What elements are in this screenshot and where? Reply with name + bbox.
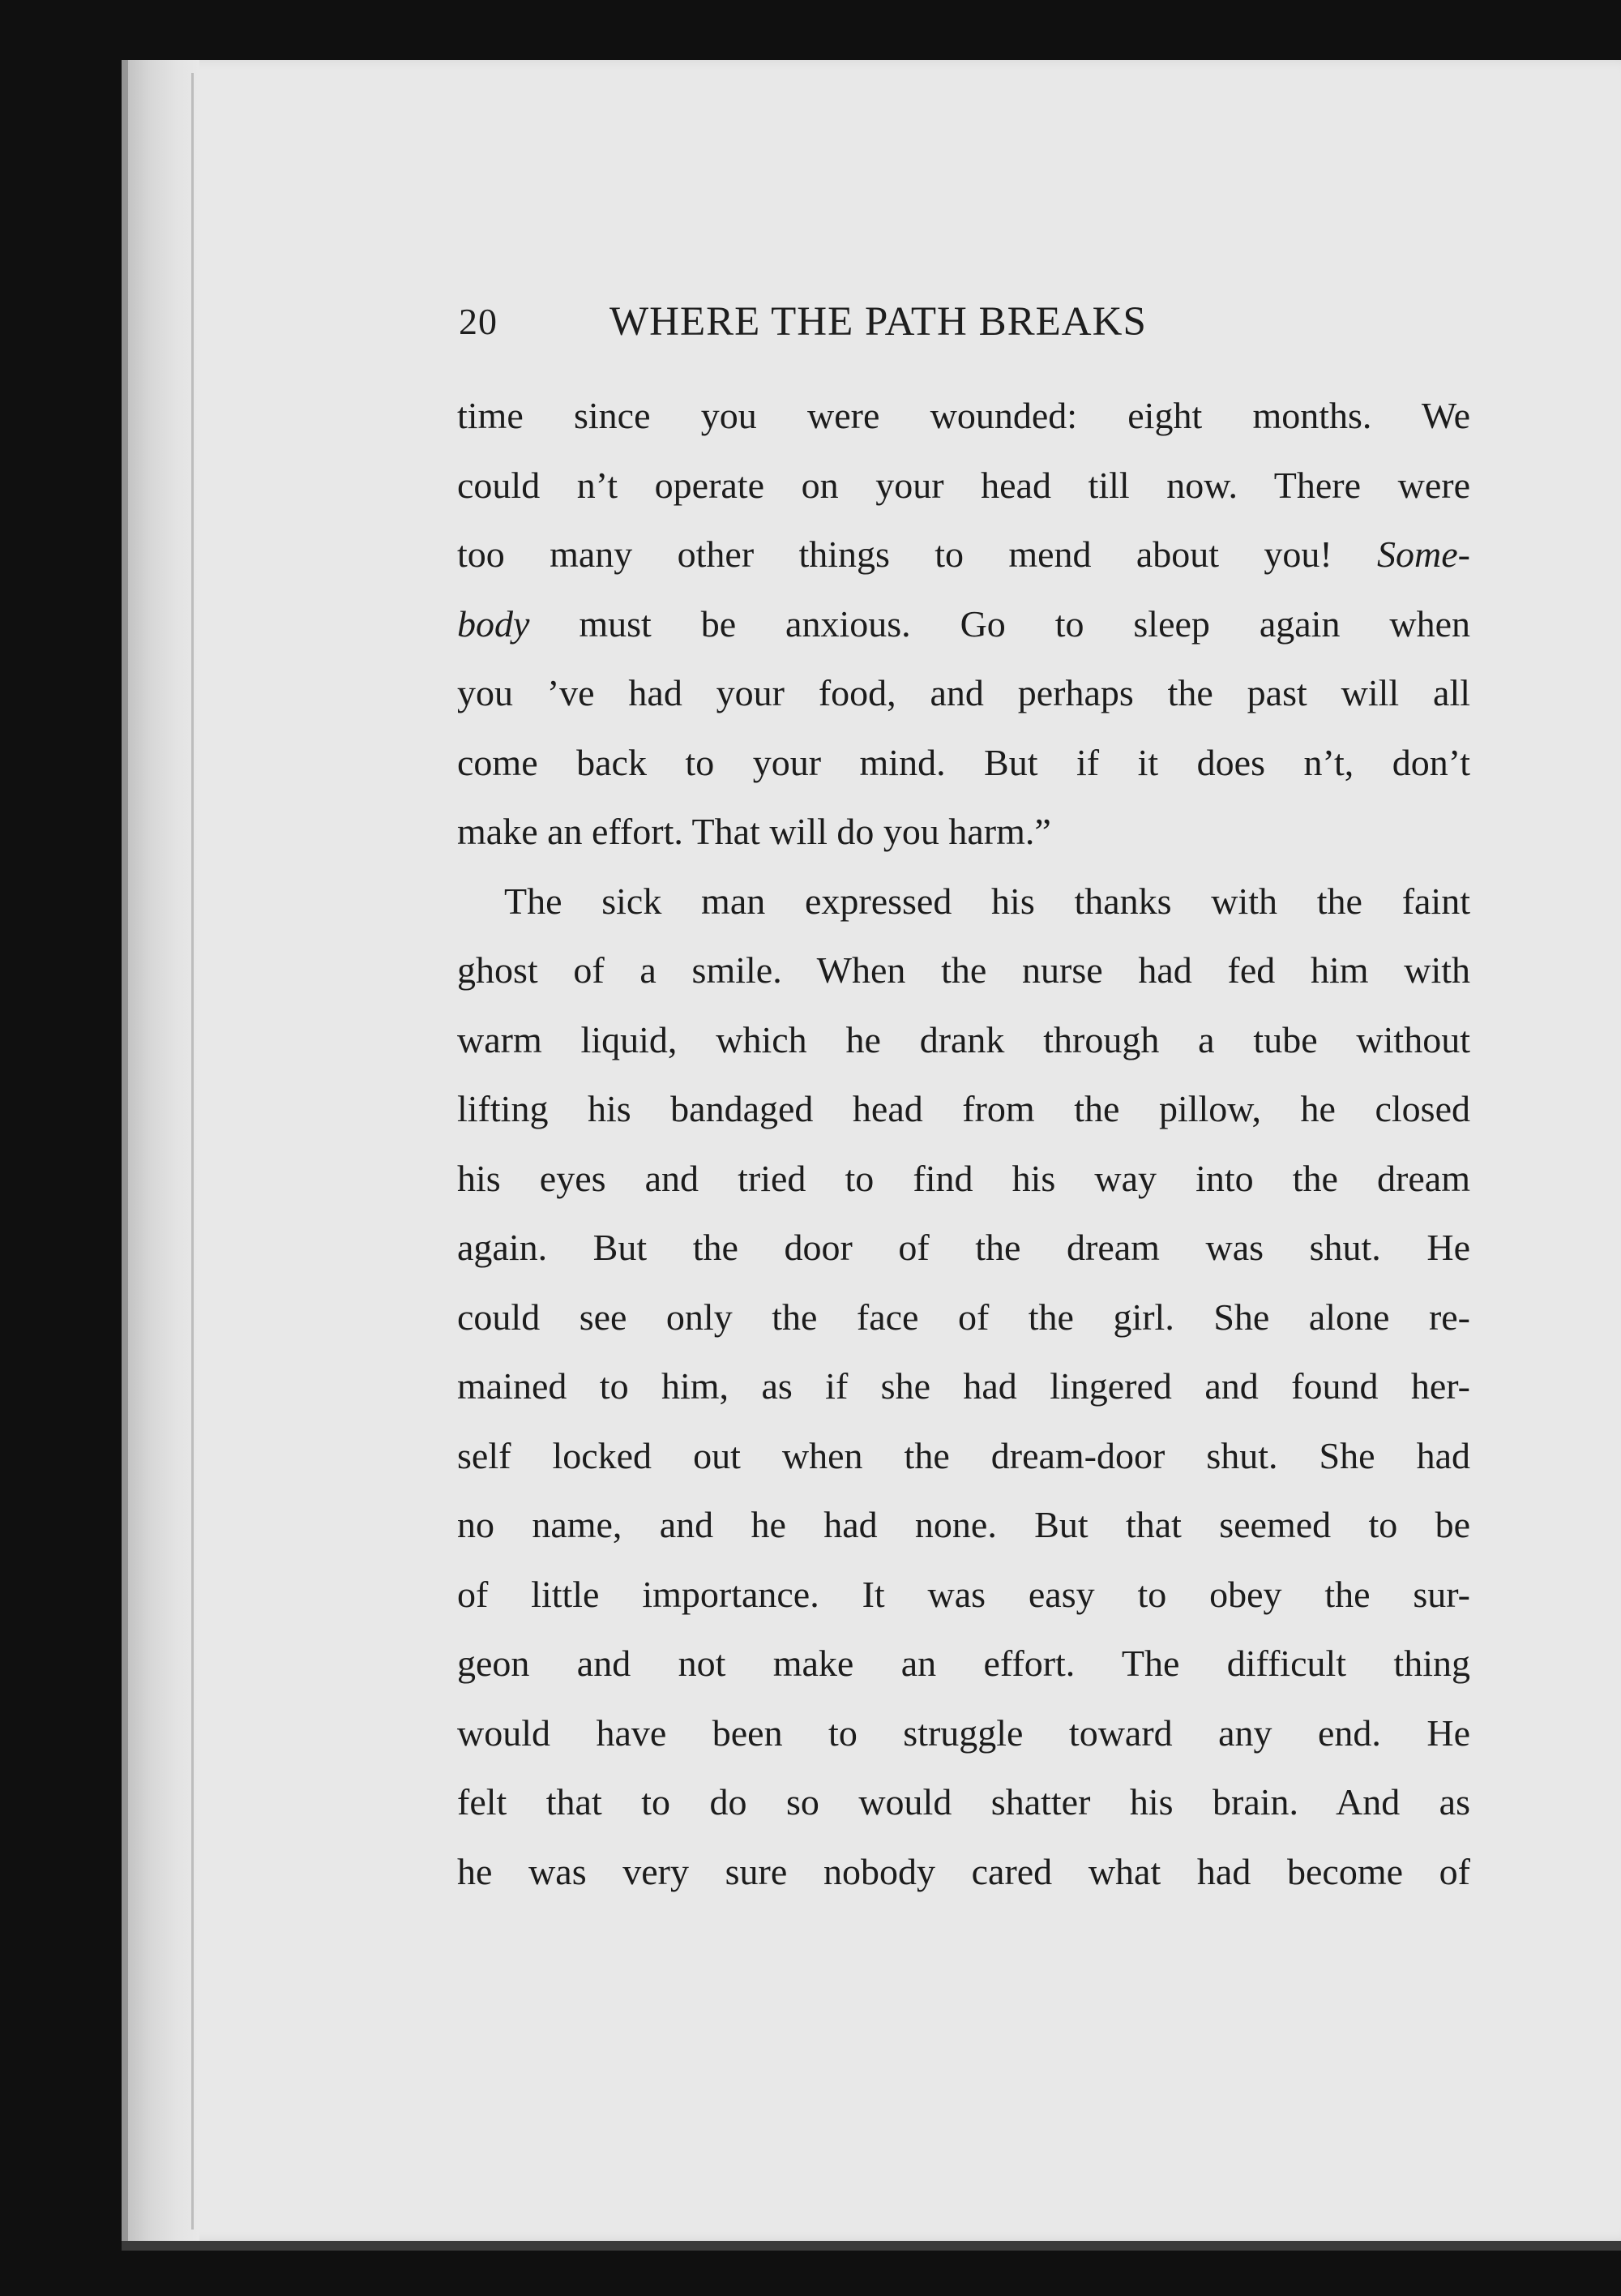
text-line: mained to him, as if she had lingered and found her- <box>457 1365 1470 1407</box>
italic-word: body <box>457 602 530 645</box>
text-line: could n’t operate on your head till now. There were <box>457 464 1470 506</box>
page-number: 20 <box>459 301 498 342</box>
page-bottom-edge <box>122 2241 1621 2251</box>
page-gutter-shadow <box>122 60 199 2241</box>
text-line <box>457 520 1470 589</box>
text-line-roman: too many other things to mend about you! <box>457 533 1332 575</box>
italic-word: Some- <box>1377 533 1471 575</box>
text-line: ghost of a smile. When the nurse had fed him with <box>457 949 1470 991</box>
paragraph-end-line: make an effort. That will do you harm.” <box>457 811 1051 852</box>
text-line: of little importance. It was easy to obey the sur- <box>457 1573 1470 1615</box>
text-line: you ’ve had your food, and perhaps the past will all <box>457 672 1470 713</box>
text-line: he was very sure nobody cared what had become of <box>457 1850 1470 1892</box>
gutter-fold-line <box>191 73 194 2230</box>
text-line: warm liquid, which he drank through a tube without <box>457 1018 1470 1060</box>
text-line: felt that to do so would shatter his brain. And as <box>457 1781 1470 1823</box>
page-header <box>459 298 1472 355</box>
text-line: could see only the face of the girl. She alone re- <box>457 1296 1470 1338</box>
text-line: again. But the door of the dream was shut. He <box>457 1227 1470 1268</box>
page-left-edge <box>122 60 128 2241</box>
text-line: his eyes and tried to find his way into the dream <box>457 1157 1470 1199</box>
text-line: come back to your mind. But if it does n’t, don’t <box>457 741 1470 783</box>
running-head: WHERE THE PATH BREAKS <box>609 299 1147 345</box>
text-line: lifting his bandaged head from the pillow, he closed <box>457 1088 1470 1129</box>
text-line-roman: must be anxious. Go to sleep again when <box>579 602 1470 645</box>
text-line: geon and not make an effort. The difficult thing <box>457 1643 1470 1684</box>
text-line <box>457 589 1470 659</box>
text-line: would have been to struggle toward any end. He <box>457 1711 1470 1754</box>
text-line: no name, and he had none. But that seemed to be <box>457 1504 1470 1545</box>
paragraph-first-line: The sick man expressed his thanks with the faint <box>504 880 1470 922</box>
text-line: time since you were wounded: eight months. We <box>457 395 1470 436</box>
text-line: self locked out when the dream-door shut. She had <box>457 1434 1470 1476</box>
body-text <box>457 381 1470 1906</box>
